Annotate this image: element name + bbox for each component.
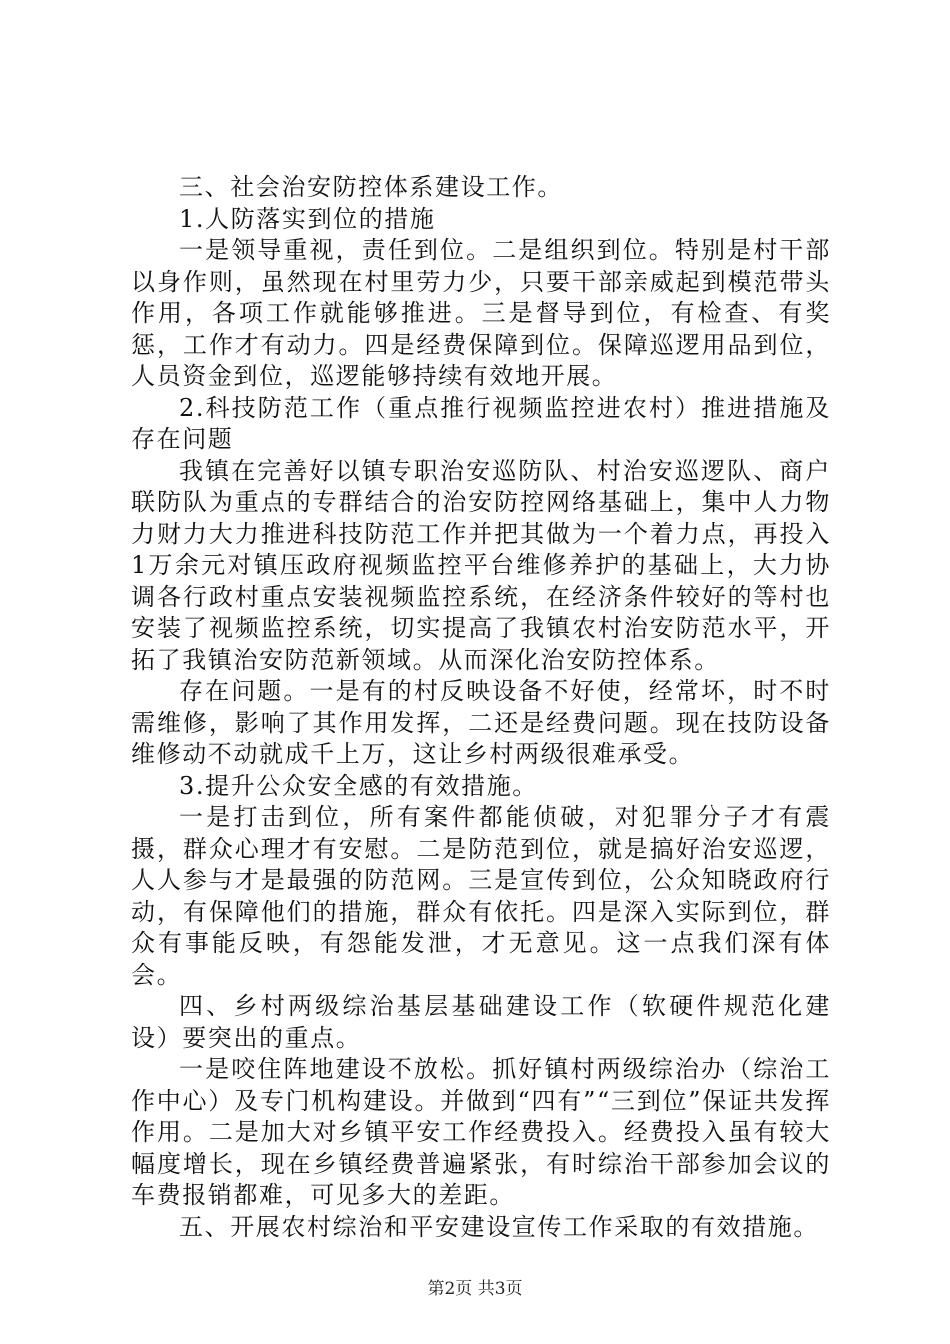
paragraph: 一是打击到位，所有案件都能侦破，对犯罪分子才有震摄，群众心理才有安慰。二是防范到位，就是搞好治安巡逻，人人参与才是最强的防范网。三是宣传到位，公众知晓政府行动，有保障他们的措施，群众有依托。四是深入实际到位，群众有事能反映，有怨能发泄，才无意见。这一点我们深有体会。	[131, 803, 831, 989]
subheading-2: 2.科技防范工作（重点推行视频监控进农村）推进措施及存在问题	[131, 393, 831, 453]
paragraph: 我镇在完善好以镇专职治安巡防队、村治安巡逻队、商户联防队为重点的专群结合的治安防控网络基础上，集中人力物力财力大力推进科技防范工作并把其做为一个着力点，再投入1万余元对镇压政府视频监控平台维修养护的基础上，大力协调各行政村重点安装视频监控系统，在经济条件较好的等村也安装了视频监控系统，切实提高了我镇农村治安防范水平，开拓了我镇治安防范新领域。从而深化治安防控体系。	[131, 456, 831, 674]
page-number-footer: 第2页 共3页	[427, 1279, 523, 1299]
paragraph: 存在问题。一是有的村反映设备不好使，经常坏，时不时需维修，影响了其作用发挥，二还是经费问题。现在技防设备维修动不动就成千上万，这让乡村两级很难承受。	[131, 677, 831, 768]
document-body	[131, 172, 831, 1243]
subheading-3: 3.提升公众安全感的有效措施。	[179, 771, 538, 800]
paragraph: 一是领导重视，责任到位。二是组织到位。特别是村干部以身作则，虽然现在村里劳力少，只要干部亲威起到模范带头作用，各项工作就能够推进。三是督导到位，有检查、有奖惩，工作才有动力。四是经费保障到位。保障巡逻用品到位，人员资金到位，巡逻能够持续有效地开展。	[131, 236, 831, 390]
subheading-1: 1.人防落实到位的措施	[179, 204, 436, 233]
section-heading-3: 三、社会治安防控体系建设工作。	[179, 173, 563, 201]
paragraph: 一是咬住阵地建设不放松。抓好镇村两级综治办（综治工作中心）及专门机构建设。并做到“四有”“三到位”保证共发挥作用。二是加大对乡镇平安工作经费投入。经费投入虽有较大幅度增长，现在乡镇经费普遍紧张，有时综治干部参加会议的车费报销都难，可见多大的差距。	[131, 1055, 831, 1209]
section-heading-4: 四、乡村两级综治基层基础建设工作（软硬件规范化建设）要突出的重点。	[131, 992, 831, 1052]
section-heading-5: 五、开展农村综治和平安建设宣传工作采取的有效措施。	[179, 1212, 819, 1241]
